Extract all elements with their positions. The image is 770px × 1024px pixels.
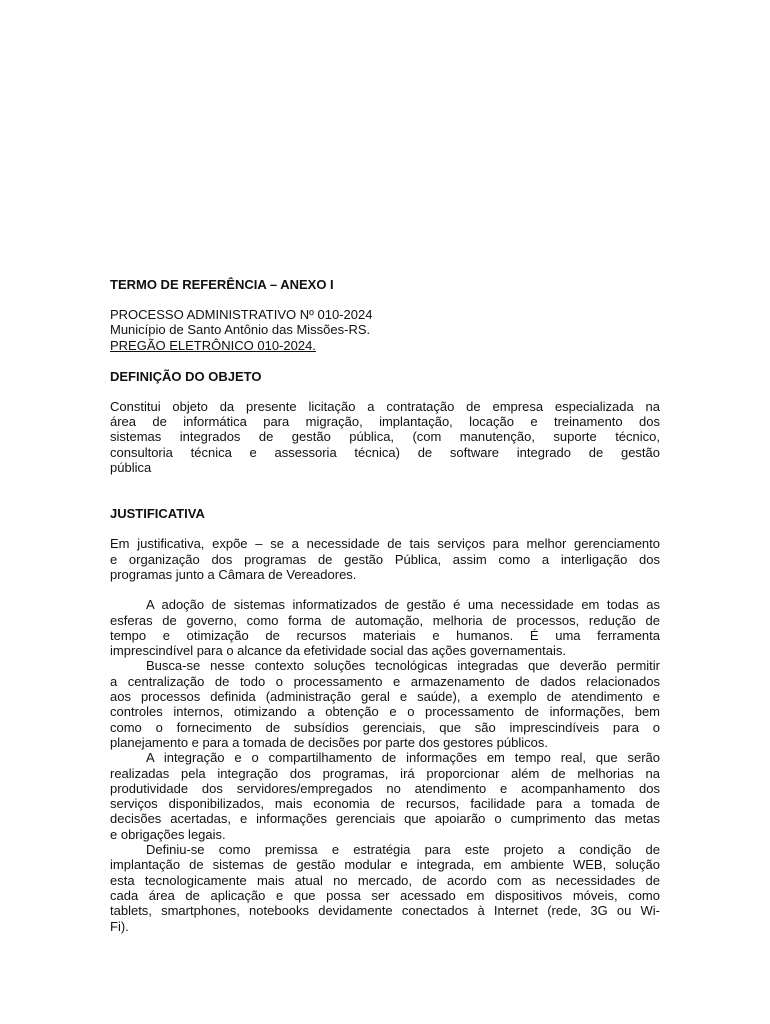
body-line: A integração e o compartilhamento de informações em tempo real, que serão	[146, 750, 660, 766]
body-line: Definiu-se como premissa e estratégia para este projeto a condição de	[146, 842, 660, 858]
process-number: PROCESSO ADMINISTRATIVO Nº 010-2024	[110, 307, 373, 322]
body-line: esferas de governo, como forma de automação, melhoria de processos, redução de	[110, 612, 660, 628]
body-line: Fi).	[110, 918, 129, 934]
body-line: produtividade dos servidores/empregados no atendimento e acompanhamento dos	[110, 780, 660, 796]
body-line: aos processos definida (administração geral e saúde), a exemplo de atendimento e	[110, 689, 660, 705]
justificativa-heading: JUSTIFICATIVA	[110, 506, 205, 522]
justificativa-line: programas junto a Câmara de Vereadores.	[110, 566, 357, 582]
definicao-heading: DEFINIÇÃO DO OBJETO	[110, 368, 262, 384]
body-line: cada área de aplicação e que possa ser acessado em dispositivos móveis, como	[110, 887, 660, 903]
body-line: controles internos, otimizando a obtenção e o processamento de informações, bem	[110, 704, 660, 720]
body-line: esta tecnologicamente mais atual no mercado, de acordo com as necessidades de	[110, 872, 660, 888]
body-line: tempo e otimização de recursos materiais e humanos. É uma ferramenta	[110, 627, 660, 643]
body-line: e obrigações legais.	[110, 826, 226, 842]
body-line: como o fornecimento de subsídios gerenciais, que são imprescindíveis para o	[110, 719, 660, 735]
definicao-line: área de informática para migração, implantação, locação e treinamento dos	[110, 414, 660, 430]
body-line: Busca-se nesse contexto soluções tecnológicas integradas que deverão permitir	[146, 658, 660, 674]
justificativa-line: Em justificativa, expõe – se a necessidade de tais serviços para melhor gerenciamento	[110, 536, 660, 552]
municipality: Município de Santo Antônio das Missões-RS.	[110, 322, 371, 338]
body-line: decisões acertadas, e informações gerenciais que apoiarão o cumprimento das metas	[110, 811, 660, 827]
body-line: A adoção de sistemas informatizados de gestão é uma necessidade em todas as	[146, 597, 660, 613]
definicao-line: consultoria técnica e assessoria técnica) de software integrado de gestão	[110, 444, 660, 460]
body-line: imprescindível para o alcance da efetividade social das ações governamentais.	[110, 643, 566, 659]
body-line: realizadas pela integração dos programas, irá proporcionar além de melhorias na	[110, 765, 660, 781]
document-title: TERMO DE REFERÊNCIA – ANEXO I	[110, 277, 334, 292]
pregao-number: PREGÃO ELETRÔNICO 010-2024.	[110, 337, 316, 353]
document-page	[110, 276, 660, 934]
definicao-line: sistemas integrados de gestão pública, (com manutenção, suporte técnico,	[110, 429, 660, 445]
body-line: planejamento e para a tomada de decisões por parte dos gestores públicos.	[110, 734, 548, 750]
body-line: implantação de sistemas de gestão modular e integrada, em ambiente WEB, solução	[110, 857, 660, 873]
body-line: a centralização de todo o processamento e armazenamento de dados relacionados	[110, 673, 660, 689]
definicao-line: Constitui objeto da presente licitação a contratação de empresa especializada na	[110, 398, 660, 414]
body-line: serviços disponibilizados, mais economia de recursos, facilidade para a tomada de	[110, 796, 660, 812]
body-line: tablets, smartphones, notebooks devidamente conectados à Internet (rede, 3G ou Wi-	[110, 903, 660, 919]
justificativa-line: e organização dos programas de gestão Pública, assim como a interligação dos	[110, 551, 660, 567]
definicao-line: pública	[110, 460, 152, 476]
